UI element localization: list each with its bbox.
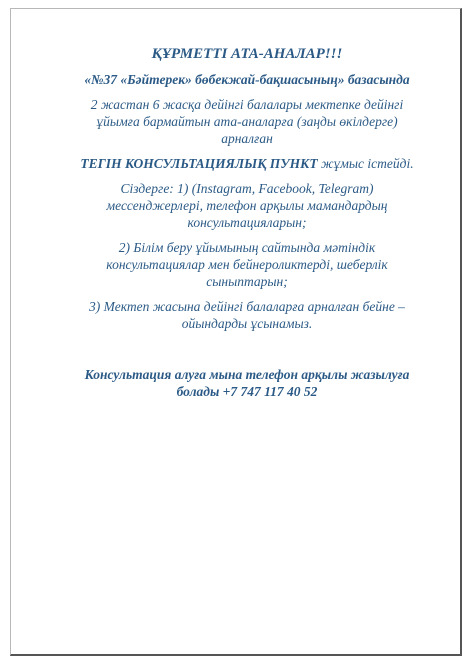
consultation-point-paragraph bbox=[37, 155, 457, 172]
offer-3-line: 3) Мектеп жасына дейінгі балаларға арналған бейне – bbox=[89, 299, 405, 314]
document-page bbox=[10, 8, 462, 656]
document-title: ҚҰРМЕТТІ АТА-АНАЛАР!!! bbox=[151, 46, 343, 62]
document-content bbox=[37, 45, 457, 408]
audience-line: арналған bbox=[221, 131, 273, 146]
offer-1-line: Сіздерге: 1) (Instagram, Facebook, Telegram) bbox=[120, 181, 374, 196]
contact-line-phone: болады +7 747 117 40 52 bbox=[176, 384, 318, 399]
contact-paragraph bbox=[37, 366, 457, 400]
offer-1-line: мессенджерлері, телефон арқылы мамандардың bbox=[106, 198, 388, 213]
offer-2-line: 2) Білім беру ұйымының сайтында мәтіндік bbox=[118, 240, 376, 255]
kindergarten-line: «№37 «Бәйтерек» бөбекжай-бақшасының» базасында bbox=[84, 72, 410, 87]
paragraph-spacer bbox=[37, 340, 457, 366]
audience-line: 2 жастан 6 жасқа дейінгі балалары мектепке дейінгі bbox=[90, 97, 404, 112]
contact-line: Консультация алуға мына телефон арқылы жазылуға bbox=[84, 367, 410, 382]
offer-3-paragraph bbox=[37, 298, 457, 332]
offer-2-line: консультациялар мен бейнероликтерді, шеберлік bbox=[106, 257, 388, 272]
audience-paragraph bbox=[37, 96, 457, 147]
offer-1-line: консультацияларын; bbox=[187, 215, 307, 230]
offer-2-line: сыныптарын; bbox=[206, 274, 288, 289]
offer-2-paragraph bbox=[37, 239, 457, 290]
consultation-point-name: ТЕГІН КОНСУЛЬТАЦИЯЛЫҚ ПУНКТ bbox=[80, 156, 318, 171]
consultation-point-rest: жұмыс істейді. bbox=[317, 156, 414, 171]
audience-line: ұйымға бармайтын ата-аналарға (заңды өкілдерге) bbox=[96, 114, 398, 129]
offer-1-paragraph bbox=[37, 180, 457, 231]
offer-3-line: ойындарды ұсынамыз. bbox=[181, 316, 313, 331]
